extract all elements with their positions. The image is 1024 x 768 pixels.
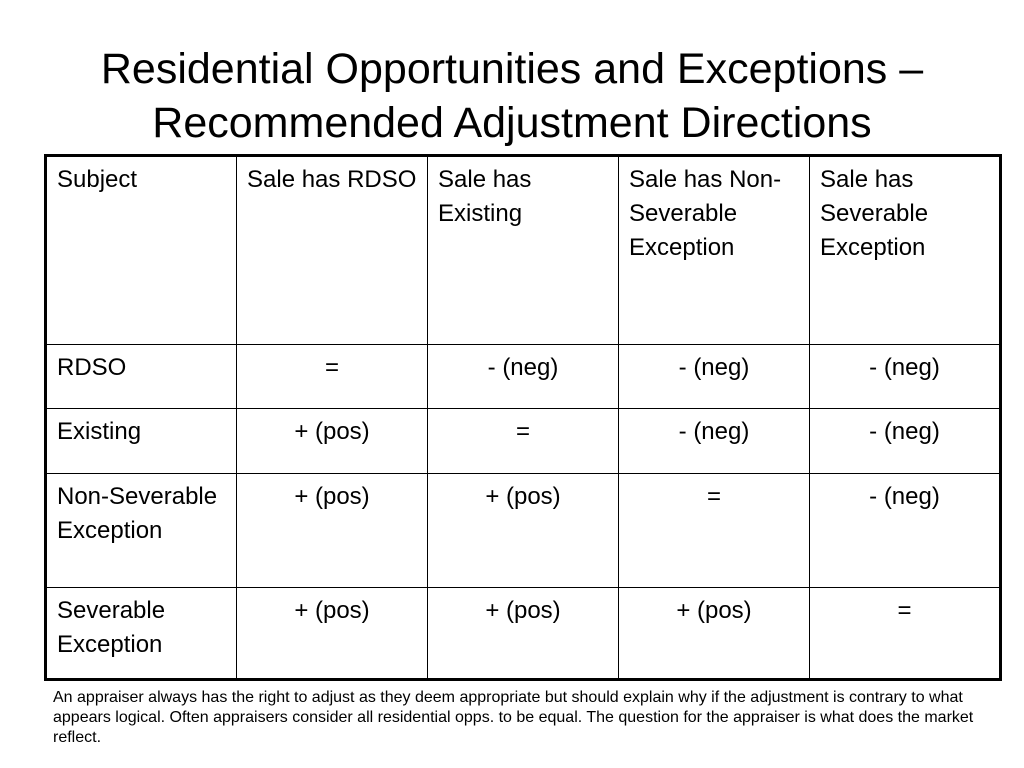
- table-cell: + (pos): [237, 588, 428, 680]
- header-cell-sale-non-severable: Sale has Non-Severable Exception: [619, 156, 810, 345]
- page-title: [0, 42, 1024, 150]
- table-cell: - (neg): [810, 474, 1001, 588]
- header-cell-subject: Subject: [46, 156, 237, 345]
- table-cell: - (neg): [619, 345, 810, 409]
- header-cell-sale-severable: Sale has Severable Exception: [810, 156, 1001, 345]
- table-cell: + (pos): [619, 588, 810, 680]
- table-cell: + (pos): [428, 474, 619, 588]
- table-cell: - (neg): [619, 409, 810, 474]
- footnote-text: An appraiser always has the right to adjust as they deem appropriate but should explain why if the adjustment is contrary to what appears logical. Often appraisers consider all residential opps. to be equal. The question for the appraiser is what does the market reflect.: [53, 689, 974, 746]
- table-header-row: [46, 156, 1001, 345]
- row-label: Existing: [46, 409, 237, 474]
- row-label: RDSO: [46, 345, 237, 409]
- header-cell-sale-existing: Sale has Existing: [428, 156, 619, 345]
- table-cell: - (neg): [810, 345, 1001, 409]
- table-row: [46, 474, 1001, 588]
- table-cell: + (pos): [237, 409, 428, 474]
- table-cell: - (neg): [428, 345, 619, 409]
- table-row: [46, 409, 1001, 474]
- title-line-1: Residential Opportunities and Exceptions –: [100, 45, 924, 93]
- table-cell: =: [237, 345, 428, 409]
- adjustment-directions-table: [44, 154, 1002, 681]
- table-row: [46, 588, 1001, 680]
- row-label: Non-Severable Exception: [46, 474, 237, 588]
- table-cell: =: [619, 474, 810, 588]
- table-cell: - (neg): [810, 409, 1001, 474]
- table-row: [46, 345, 1001, 409]
- title-line-2: Recommended Adjustment Directions: [152, 99, 872, 147]
- table-cell: =: [810, 588, 1001, 680]
- table-cell: =: [428, 409, 619, 474]
- table-cell: + (pos): [237, 474, 428, 588]
- header-cell-sale-rdso: Sale has RDSO: [237, 156, 428, 345]
- table-cell: + (pos): [428, 588, 619, 680]
- row-label: Severable Exception: [46, 588, 237, 680]
